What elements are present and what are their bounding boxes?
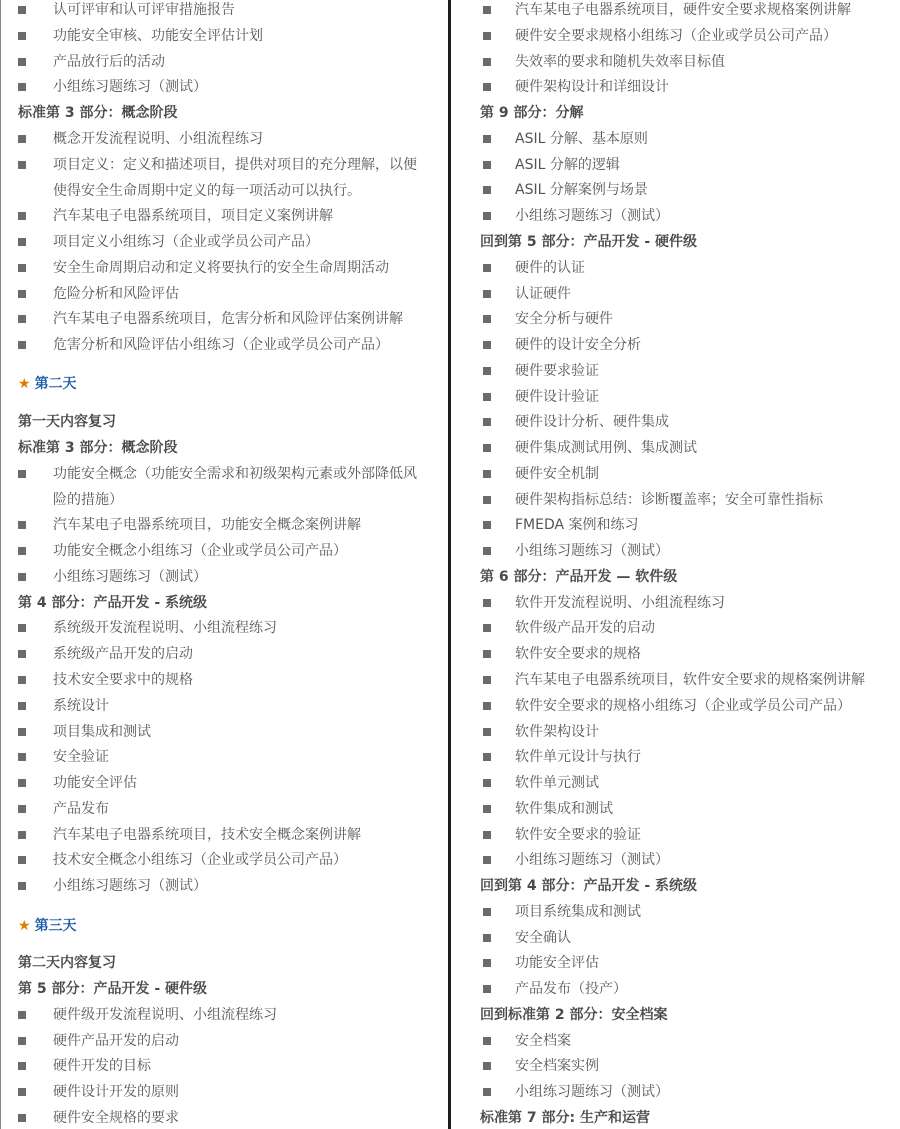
- list-item: 小组练习题练习（测试）: [515, 1084, 669, 1100]
- bullet-square-icon: [18, 565, 30, 591]
- bullet-square-icon: [483, 24, 495, 50]
- bullet-square-icon: [483, 668, 495, 694]
- bullet-square-icon: [18, 823, 30, 849]
- bullet-square-icon: [18, 153, 30, 179]
- list-item: 功能安全评估: [53, 775, 137, 791]
- list-item: ASIL 分解案例与场景: [515, 182, 648, 198]
- list-item: 产品发布（投产）: [515, 981, 627, 997]
- bullet-square-icon: [18, 256, 30, 282]
- bullet-square-icon: [483, 694, 495, 720]
- bullet-square-icon: [18, 616, 30, 642]
- bullet-square-icon: [18, 642, 30, 668]
- list-item: 安全档案实例: [515, 1058, 599, 1074]
- bullet-square-icon: [483, 153, 495, 179]
- bullet-square-icon: [483, 333, 495, 359]
- bullet-square-icon: [18, 204, 30, 230]
- bullet-square-icon: [483, 462, 495, 488]
- list-item: 产品发布: [53, 801, 109, 817]
- star-icon: ★: [18, 918, 31, 934]
- bullet-square-icon: [483, 1080, 495, 1106]
- bullet-square-icon: [483, 359, 495, 385]
- section-heading: 标准第 7 部分: 生产和运营: [480, 1110, 650, 1126]
- bullet-square-icon: [18, 230, 30, 256]
- bullet-square-icon: [18, 513, 30, 539]
- list-item: 硬件安全规格的要求: [53, 1110, 179, 1126]
- bullet-square-icon: [18, 668, 30, 694]
- bullet-square-icon: [483, 488, 495, 514]
- bullet-square-icon: [483, 1054, 495, 1080]
- bullet-square-icon: [483, 977, 495, 1003]
- bullet-square-icon: [483, 513, 495, 539]
- bullet-square-icon: [18, 0, 30, 24]
- list-item: 功能安全评估: [515, 955, 599, 971]
- list-item: 硬件架构指标总结：诊断覆盖率；安全可靠性指标: [515, 492, 823, 508]
- list-item: 小组练习题练习（测试）: [53, 79, 207, 95]
- bullet-square-icon: [18, 282, 30, 308]
- list-item: 汽车某电子电器系统项目，危害分析和风险评估案例讲解: [53, 311, 403, 327]
- list-item: 技术安全概念小组练习（企业或学员公司产品）: [53, 852, 347, 868]
- list-item: 项目定义：定义和描述项目，提供对项目的充分理解，以便使得安全生命周期中定义的每一项活动可以执行。: [53, 157, 417, 199]
- bullet-square-icon: [18, 1054, 30, 1080]
- list-item: 安全验证: [53, 749, 109, 765]
- bullet-square-icon: [483, 745, 495, 771]
- list-item: 功能安全概念小组练习（企业或学员公司产品）: [53, 543, 347, 559]
- list-item: 危害分析和风险评估小组练习（企业或学员公司产品）: [53, 337, 389, 353]
- list-item: 软件安全要求的规格小组练习（企业或学员公司产品）: [515, 698, 851, 714]
- list-item: 软件安全要求的规格: [515, 646, 641, 662]
- list-item: 汽车某电子电器系统项目，项目定义案例讲解: [53, 208, 333, 224]
- bullet-square-icon: [18, 127, 30, 153]
- bullet-square-icon: [18, 24, 30, 50]
- list-item: 危险分析和风险评估: [53, 286, 179, 302]
- bullet-square-icon: [483, 642, 495, 668]
- list-item: 系统级产品开发的启动: [53, 646, 193, 662]
- bullet-square-icon: [483, 0, 495, 24]
- list-item: 硬件要求验证: [515, 363, 599, 379]
- bullet-square-icon: [483, 282, 495, 308]
- bullet-square-icon: [18, 307, 30, 333]
- list-item: 硬件级开发流程说明、小组流程练习: [53, 1007, 277, 1023]
- section-heading: 第 9 部分：分解: [480, 105, 584, 121]
- bullet-square-icon: [483, 75, 495, 101]
- section-heading: 回到第 4 部分：产品开发 - 系统级: [480, 878, 698, 894]
- list-item: ASIL 分解、基本原则: [515, 131, 648, 147]
- list-item: 硬件安全机制: [515, 466, 599, 482]
- list-item: 软件级产品开发的启动: [515, 620, 655, 636]
- list-item: 安全生命周期启动和定义将要执行的安全生命周期活动: [53, 260, 389, 276]
- day-label: 第二天: [34, 376, 77, 392]
- bullet-square-icon: [18, 848, 30, 874]
- bullet-square-icon: [483, 823, 495, 849]
- list-item: 系统设计: [53, 698, 109, 714]
- bullet-square-icon: [483, 1029, 495, 1055]
- list-item: 小组练习题练习（测试）: [515, 543, 669, 559]
- list-item: 功能安全审核、功能安全评估计划: [53, 28, 263, 44]
- list-item: 小组练习题练习（测试）: [53, 878, 207, 894]
- list-item: 认证硬件: [515, 286, 571, 302]
- list-item: 小组练习题练习（测试）: [53, 569, 207, 585]
- bullet-square-icon: [483, 410, 495, 436]
- list-item: 硬件设计开发的原则: [53, 1084, 179, 1100]
- list-item: 软件开发流程说明、小组流程练习: [515, 595, 725, 611]
- bullet-square-icon: [483, 797, 495, 823]
- bullet-square-icon: [483, 926, 495, 952]
- list-item: 汽车某电子电器系统项目，硬件安全要求规格案例讲解: [515, 2, 851, 18]
- section-heading: 第 5 部分：产品开发 - 硬件级: [18, 981, 208, 997]
- bullet-square-icon: [483, 436, 495, 462]
- bullet-square-icon: [18, 75, 30, 101]
- bullet-square-icon: [483, 385, 495, 411]
- list-item: 小组练习题练习（测试）: [515, 208, 669, 224]
- list-item: 失效率的要求和随机失效率目标值: [515, 54, 725, 70]
- section-heading: 回到第 5 部分：产品开发 - 硬件级: [480, 234, 698, 250]
- bullet-square-icon: [18, 462, 30, 488]
- list-item: 概念开发流程说明、小组流程练习: [53, 131, 263, 147]
- bullet-square-icon: [483, 127, 495, 153]
- list-item: 硬件设计验证: [515, 389, 599, 405]
- list-item: 技术安全要求中的规格: [53, 672, 193, 688]
- bullet-square-icon: [483, 50, 495, 76]
- bullet-square-icon: [18, 50, 30, 76]
- list-item: 安全确认: [515, 930, 571, 946]
- day-label: 第三天: [34, 918, 77, 934]
- bullet-square-icon: [483, 591, 495, 617]
- list-item: 软件单元设计与执行: [515, 749, 641, 765]
- list-item: 硬件产品开发的启动: [53, 1033, 179, 1049]
- list-item: 软件单元测试: [515, 775, 599, 791]
- section-heading: 第 6 部分：产品开发 — 软件级: [480, 569, 678, 585]
- list-item: 硬件的设计安全分析: [515, 337, 641, 353]
- bullet-square-icon: [483, 900, 495, 926]
- list-item: 软件集成和测试: [515, 801, 613, 817]
- bullet-square-icon: [483, 204, 495, 230]
- list-item: 硬件集成测试用例、集成测试: [515, 440, 697, 456]
- bullet-square-icon: [18, 745, 30, 771]
- section-heading: 第二天内容复习: [18, 955, 116, 971]
- bullet-square-icon: [18, 771, 30, 797]
- bullet-square-icon: [483, 539, 495, 565]
- list-item: 软件安全要求的验证: [515, 827, 641, 843]
- list-item: 硬件的认证: [515, 260, 585, 276]
- bullet-square-icon: [483, 771, 495, 797]
- bullet-square-icon: [18, 1106, 30, 1129]
- list-item: 小组练习题练习（测试）: [515, 852, 669, 868]
- bullet-square-icon: [18, 1080, 30, 1106]
- left-edge-line: [0, 0, 1, 1129]
- column-divider: [448, 0, 451, 1129]
- day-heading: [18, 914, 77, 940]
- section-heading: 标准第 3 部分：概念阶段: [18, 105, 178, 121]
- section-heading: 第 4 部分：产品开发 - 系统级: [18, 595, 208, 611]
- list-item: 安全分析与硬件: [515, 311, 613, 327]
- list-item: 安全档案: [515, 1033, 571, 1049]
- bullet-square-icon: [18, 1003, 30, 1029]
- list-item: 功能安全概念（功能安全需求和初级架构元素或外部降低风险的措施）: [53, 466, 417, 508]
- bullet-square-icon: [18, 1029, 30, 1055]
- list-item: 系统级开发流程说明、小组流程练习: [53, 620, 277, 636]
- bullet-square-icon: [483, 848, 495, 874]
- day-heading: [18, 372, 77, 398]
- bullet-square-icon: [483, 307, 495, 333]
- bullet-square-icon: [483, 178, 495, 204]
- bullet-square-icon: [18, 720, 30, 746]
- list-item: FMEDA 案例和练习: [515, 517, 639, 533]
- list-item: 硬件安全要求规格小组练习（企业或学员公司产品）: [515, 28, 837, 44]
- list-item: ASIL 分解的逻辑: [515, 157, 620, 173]
- section-heading: 第一天内容复习: [18, 414, 116, 430]
- list-item: 汽车某电子电器系统项目，技术安全概念案例讲解: [53, 827, 361, 843]
- list-item: 汽车某电子电器系统项目，软件安全要求的规格案例讲解: [515, 672, 865, 688]
- list-item: 项目系统集成和测试: [515, 904, 641, 920]
- list-item: 硬件架构设计和详细设计: [515, 79, 669, 95]
- bullet-square-icon: [483, 951, 495, 977]
- bullet-square-icon: [18, 694, 30, 720]
- list-item: 产品放行后的活动: [53, 54, 165, 70]
- bullet-square-icon: [18, 539, 30, 565]
- bullet-square-icon: [18, 797, 30, 823]
- bullet-square-icon: [18, 874, 30, 900]
- star-icon: ★: [18, 376, 31, 392]
- bullet-square-icon: [483, 616, 495, 642]
- list-item: 软件架构设计: [515, 724, 599, 740]
- list-item: 项目集成和测试: [53, 724, 151, 740]
- list-item: 项目定义小组练习（企业或学员公司产品）: [53, 234, 319, 250]
- bullet-square-icon: [483, 256, 495, 282]
- bullet-square-icon: [18, 333, 30, 359]
- section-heading: 回到标准第 2 部分：安全档案: [480, 1007, 668, 1023]
- section-heading: 标准第 3 部分：概念阶段: [18, 440, 178, 456]
- list-item: 汽车某电子电器系统项目，功能安全概念案例讲解: [53, 517, 361, 533]
- list-item: 认可评审和认可评审措施报告: [53, 2, 235, 18]
- list-item: 硬件开发的目标: [53, 1058, 151, 1074]
- list-item: 硬件设计分析、硬件集成: [515, 414, 669, 430]
- bullet-square-icon: [483, 720, 495, 746]
